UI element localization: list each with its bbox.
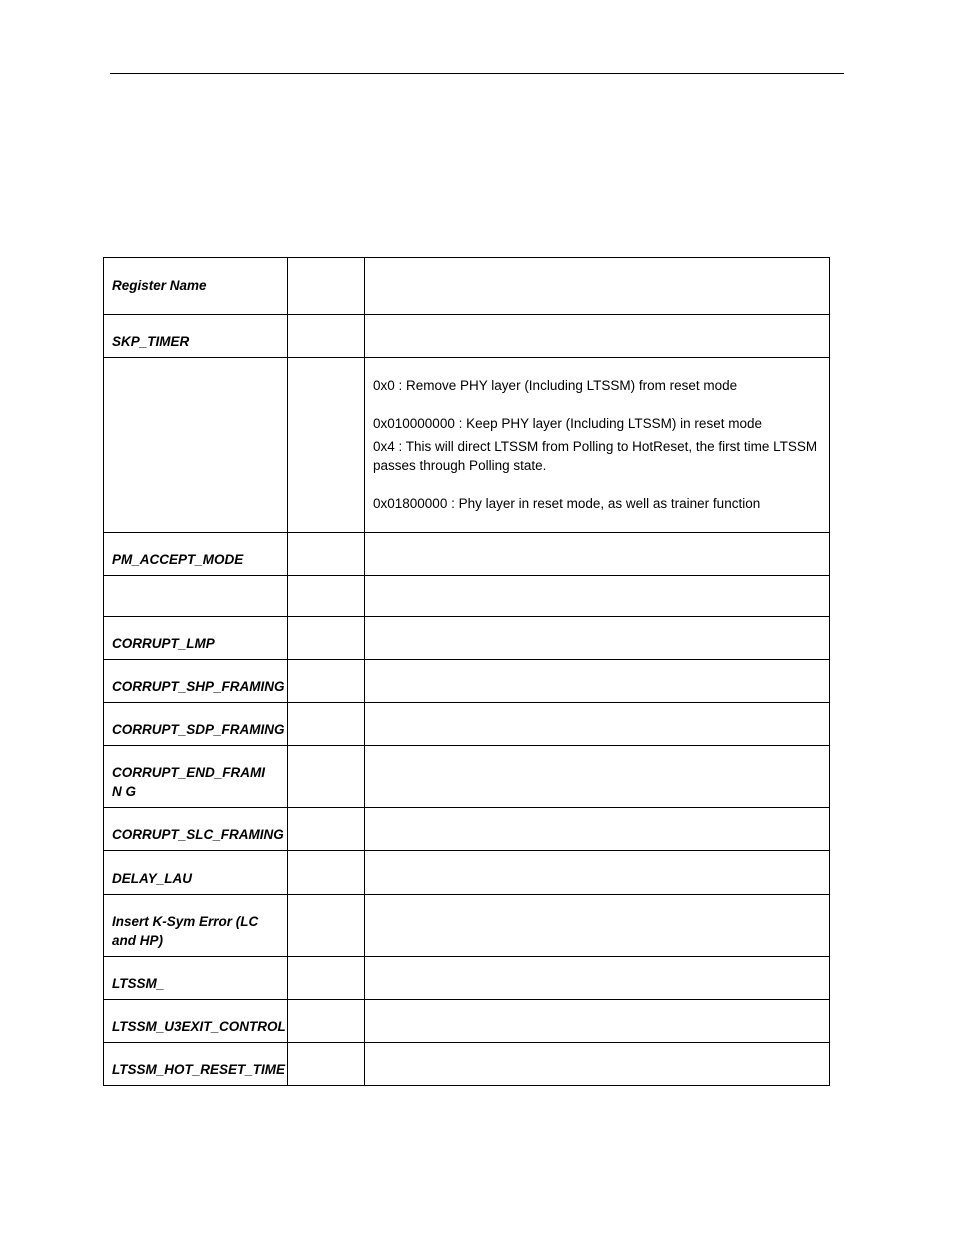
register-description	[365, 703, 830, 746]
register-col-2	[288, 1043, 365, 1086]
register-name: LTSSM_	[104, 957, 288, 1000]
register-col-2	[288, 660, 365, 703]
description-line: 0x010000000 : Keep PHY layer (Including LTSSM) in reset mode	[373, 416, 762, 431]
register-description	[365, 358, 830, 533]
register-col-2	[288, 808, 365, 851]
register-name: CORRUPT_LMP	[104, 617, 288, 660]
table-row	[104, 746, 830, 808]
header-rule	[110, 73, 844, 74]
table-row	[104, 1000, 830, 1043]
register-name: CORRUPT_SDP_FRAMING	[104, 703, 288, 746]
header-col-2	[288, 258, 365, 315]
register-description	[365, 851, 830, 895]
register-name-text: CORRUPT_END_FRAMIN G	[112, 765, 266, 799]
register-col-2	[288, 703, 365, 746]
register-name	[104, 746, 288, 808]
register-name: LTSSM_U3EXIT_CONTROL	[104, 1000, 288, 1043]
table-row	[104, 617, 830, 660]
register-name: CORRUPT_SHP_FRAMING	[104, 660, 288, 703]
register-col-2	[288, 957, 365, 1000]
register-description	[365, 617, 830, 660]
table-row	[104, 895, 830, 957]
register-description	[365, 808, 830, 851]
register-description	[365, 1043, 830, 1086]
register-name: DELAY_LAU	[104, 851, 288, 895]
register-description	[365, 315, 830, 358]
register-description	[365, 957, 830, 1000]
register-col-2	[288, 533, 365, 576]
register-name	[104, 576, 288, 617]
register-col-2	[288, 895, 365, 957]
register-name: Insert K-Sym Error (LC and HP)	[104, 895, 288, 957]
description-line: 0x4 : This will direct LTSSM from Polling to HotReset, the first time LTSSM passes through Polling state.	[373, 439, 818, 473]
register-col-2	[288, 746, 365, 808]
register-description	[365, 1000, 830, 1043]
register-name: LTSSM_HOT_RESET_TIME	[104, 1043, 288, 1086]
table-row	[104, 576, 830, 617]
register-description	[365, 533, 830, 576]
register-table	[103, 257, 830, 1086]
header-register-name: Register Name	[104, 258, 288, 315]
table-row	[104, 660, 830, 703]
register-col-2	[288, 617, 365, 660]
register-description	[365, 746, 830, 808]
table-header-row	[104, 258, 830, 315]
table-row	[104, 1043, 830, 1086]
table-row	[104, 957, 830, 1000]
register-name: SKP_TIMER	[104, 315, 288, 358]
register-col-2	[288, 851, 365, 895]
header-col-3	[365, 258, 830, 315]
register-name: CORRUPT_SLC_FRAMING	[104, 808, 288, 851]
register-description	[365, 576, 830, 617]
register-col-2	[288, 576, 365, 617]
register-description	[365, 895, 830, 957]
register-description	[365, 660, 830, 703]
table-row	[104, 851, 830, 895]
table-row	[104, 703, 830, 746]
table-row	[104, 358, 830, 533]
description-line: 0x01800000 : Phy layer in reset mode, as well as trainer function	[373, 496, 761, 511]
description-line: 0x0 : Remove PHY layer (Including LTSSM) from reset mode	[373, 378, 738, 393]
register-col-2	[288, 1000, 365, 1043]
table-row	[104, 533, 830, 576]
table-row	[104, 808, 830, 851]
register-col-2	[288, 315, 365, 358]
register-name	[104, 358, 288, 533]
table-row	[104, 315, 830, 358]
register-col-2	[288, 358, 365, 533]
register-name: PM_ACCEPT_MODE	[104, 533, 288, 576]
